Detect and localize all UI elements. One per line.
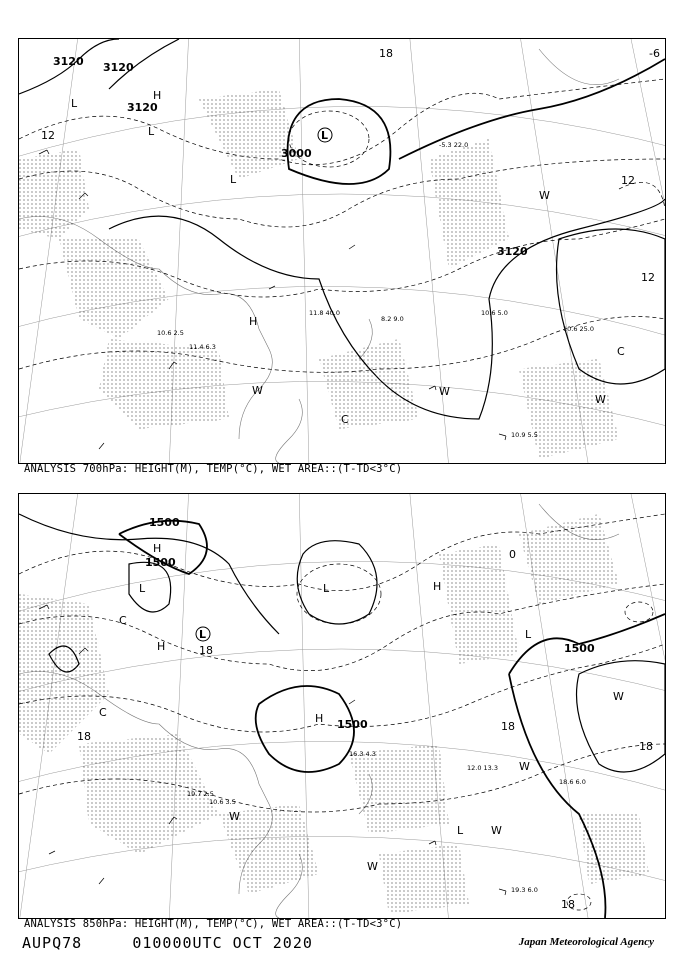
station-value: 10.6 5.0 [481,309,508,317]
system-warm: W [367,860,378,873]
system-cold: C [99,706,107,719]
system-low: L [71,97,78,110]
valid-time: 010000UTC OCT 2020 [132,934,313,952]
system-warm: W [519,760,530,773]
temp-label: 18 [199,644,213,657]
system-warm: W [613,690,624,703]
system-high: H [153,89,162,102]
temp-label: 18 [77,730,91,743]
wet-areas [19,514,649,914]
system-low: L [199,628,207,641]
temp-label: -6 [649,47,660,60]
spacer [92,934,122,952]
station-value: 10.6 3.5 [209,798,236,806]
system-cold: C [617,345,625,358]
wet-areas [19,89,619,459]
system-low: L [321,129,329,142]
product-code: AUPQ78 [22,934,83,952]
system-warm: W [491,824,502,837]
map-850hpa-canvas [19,494,665,918]
system-warm: W [252,384,263,397]
station-value: 19.3 6.0 [511,886,538,894]
system-cold: C [341,413,349,426]
temp-label: 12 [41,129,55,142]
system-high: H [433,580,442,593]
agency-name: Japan Meteorological Agency [518,936,654,948]
height-label: 1500 [149,516,180,529]
height-label: 3120 [103,61,134,74]
system-cold: C [119,614,127,627]
temp-label: 12 [621,174,635,187]
station-value: 16.3 4.3 [349,750,376,758]
height-label: 1500 [145,556,176,569]
system-warm: W [229,810,240,823]
height-label: 3120 [497,245,528,258]
height-label: 1500 [564,642,595,655]
temp-label: 18 [639,740,653,753]
system-low: L [525,628,532,641]
station-value: 8.2 9.0 [381,315,404,323]
station-value: 18.6 6.0 [559,778,586,786]
system-warm: W [439,385,450,398]
system-low: L [230,173,237,186]
caption-700hpa: ANALYSIS 700hPa: HEIGHT(M), TEMP(°C), WET AREA::(T-TD<3°C) [24,463,403,475]
system-high: H [153,542,162,555]
station-value: 11.8 40.0 [309,309,341,317]
system-low: L [323,582,330,595]
temp-label: 18 [501,720,515,733]
temp-label: 18 [561,898,575,911]
system-high: H [249,315,258,328]
station-value: 10.6 2.5 [157,329,184,337]
temp-label: 18 [379,47,393,60]
height-label: 3120 [53,55,84,68]
system-low: L [457,824,464,837]
height-label: 3120 [127,101,158,114]
station-value: 10.6 25.0 [563,325,595,333]
station-value: 11.4 6.3 [189,343,216,351]
temp-label: 12 [641,271,655,284]
station-value: 19.7 2.5 [187,790,214,798]
caption-850hpa: ANALYSIS 850hPa: HEIGHT(M), TEMP(°C), WET AREA::(T-TD<3°C) [24,918,403,930]
height-label: 1500 [337,718,368,731]
station-value: 10.9 5.5 [511,431,538,439]
map-700hpa-canvas [19,39,665,463]
map-panel-850hpa [18,493,666,919]
height-label: 3000 [281,147,312,160]
system-warm: W [595,393,606,406]
map-panel-700hpa [18,38,666,464]
temp-label: 0 [509,548,516,561]
system-low: L [139,582,146,595]
system-high: H [157,640,166,653]
system-warm: W [539,189,550,202]
station-value: 12.0 13.3 [467,764,499,772]
product-header [22,934,313,952]
system-low: L [148,125,155,138]
station-value: -5.3 22.0 [439,141,469,149]
system-high: H [315,712,324,725]
